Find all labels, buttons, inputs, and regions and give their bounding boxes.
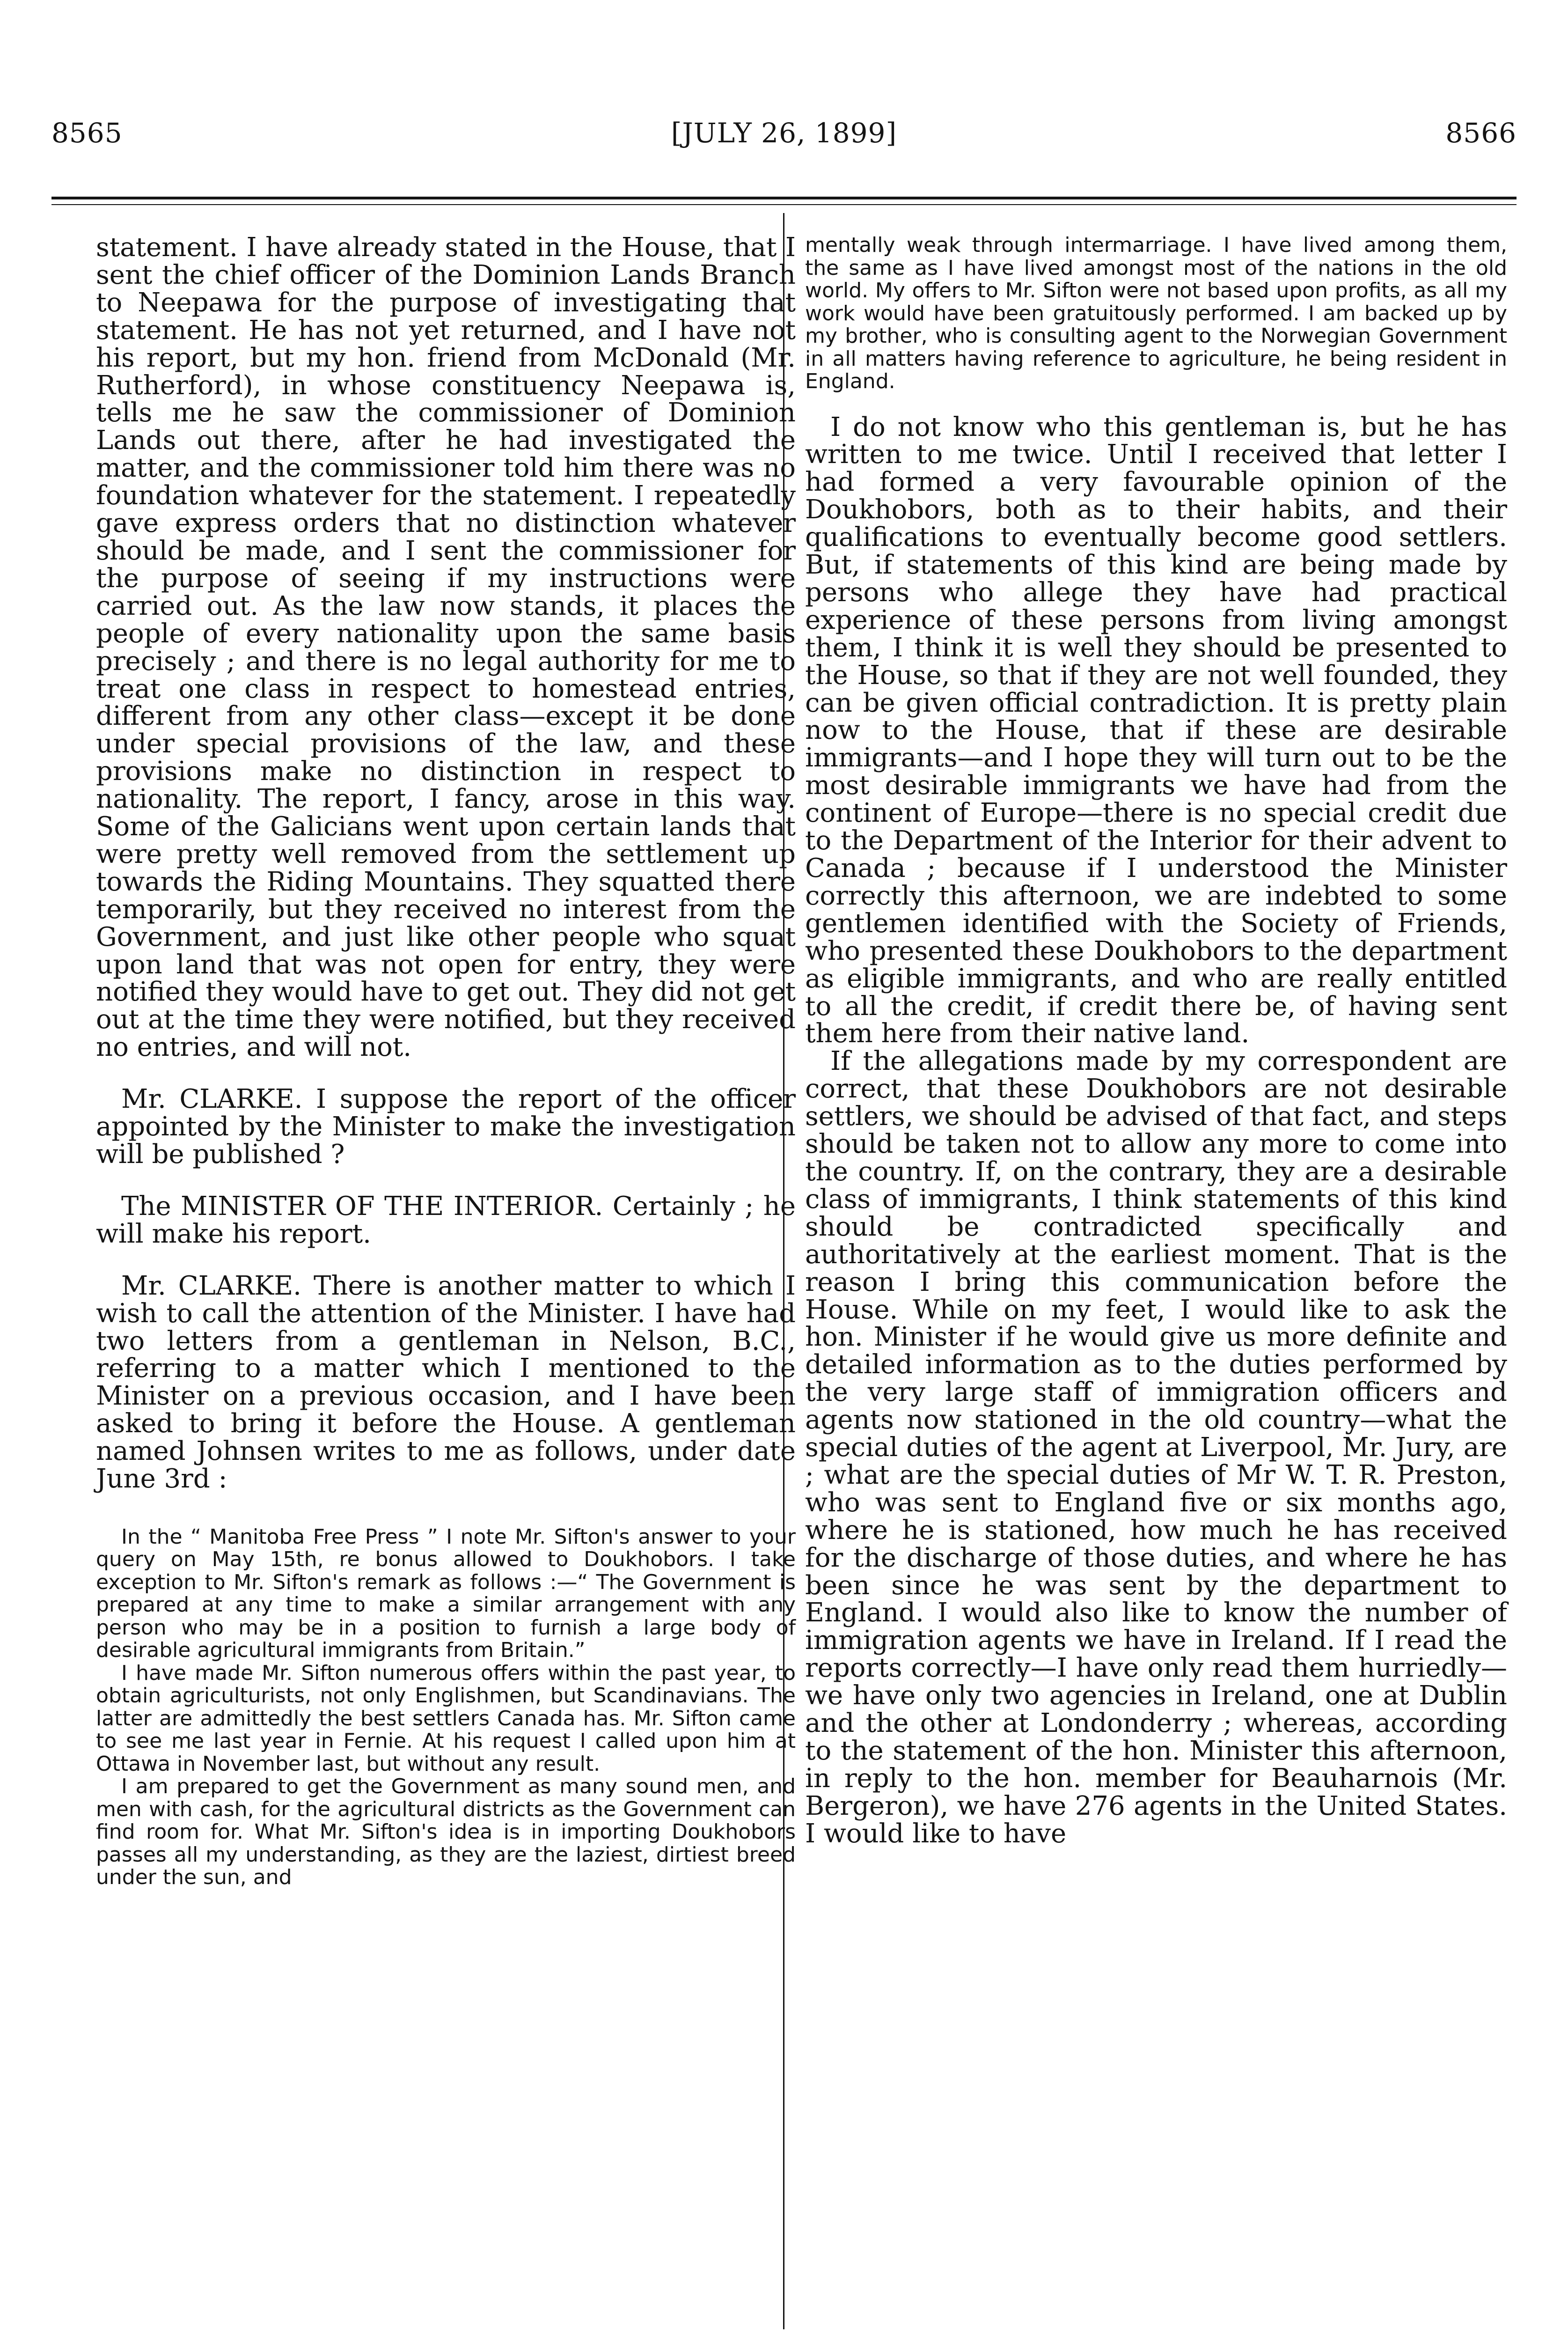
page-number-right: 8566: [1445, 117, 1517, 149]
quoted-letter-paragraph: In the “ Manitoba Free Press ” I note Mr. Sifton's answer to your query on May 15th, re bonus allowed to Doukhobors. I take exception to Mr. Sifton's remark as follows :—“ The Government is prepared at any time to make a similar arrangement with any person who may be in a position to furnish a large body of desirable agricultural immigrants from Britain.”: [96, 1524, 796, 1663]
header-date: [JULY 26, 1899]: [671, 117, 897, 149]
left-column: [96, 234, 796, 1889]
quoted-letter-paragraph: mentally weak through intermarriage. I have lived among them, the same as I have lived amongst most of the nations in the old world. My offers to Mr. Sifton were not based upon profits, as all my work would have been gratuitously performed. I am backed up by my brother, who is consulting agent to the Norwegian Government in all matters having reference to agriculture, he being resident in England.: [805, 233, 1507, 393]
page-number-left: 8565: [51, 117, 123, 149]
header-rule-thin: [51, 204, 1517, 205]
paragraph: Mr. CLARKE. There is another matter to which I wish to call the attention of the Minister. I have had two letters from a gentleman in Nelson, B.C., referring to a matter which I mentioned to the Minister on a previous occasion, and I have been asked to bring it before the House. A gentleman named Johnsen writes to me as follows, under date June 3rd :: [96, 1270, 796, 1494]
paragraph: I do not know who this gentleman is, but he has written to me twice. Until I received that letter I had formed a very favourable opinion of the Doukhobors, both as to their habits, and their qualifications to eventually become good settlers. But, if statements of this kind are being made by persons who allege they have had practical experience of these persons from living amongst them, I think it is well they should be presented to the House, so that if they are not well founded, they can be given official contradiction. It is pretty plain now to the House, that if these are desirable immigrants—and I hope they will turn out to be the most desirable immigrants we have had from the continent of Europe—there is no special credit due to the Department of the Interior for their advent to Canada ; because if I understood the Minister correctly this afternoon, we are indebted to some gentlemen identified with the Society of Friends, who presented these Doukhobors to the department as eligible immigrants, and who are really entitled to all the credit, if credit there be, of having sent them here from their native land.: [805, 412, 1507, 1049]
right-column: [805, 234, 1507, 1848]
page-header: [51, 117, 1517, 159]
paragraph: Mr. CLARKE. I suppose the report of the officer appointed by the Minister to make the investigation will be published ?: [96, 1084, 796, 1170]
paragraph: If the allegations made by my correspondent are correct, that these Doukhobors are not desirable settlers, we should be advised of that fact, and steps should be taken not to allow any more to come into the country. If, on the contrary, they are a desirable class of immigrants, I think statements of this kind should be contradicted specifically and authoritatively at the earliest moment. That is the reason I bring this communication before the House. While on my feet, I would like to ask the hon. Minister if he would give us more definite and detailed information as to the duties performed by the very large staff of immigration officers and agents now stationed in the old country—what the special duties of the agent at Liverpool, Mr. Jury, are ; what are the special duties of Mr W. T. R. Preston, who was sent to England five or six months ago, where he is stationed, how much he has received for the discharge of those duties, and where he has been since he was sent by the department to England. I would also like to know the number of immigration agents we have in Ireland. If I read the reports correctly—I have only read them hurriedly—we have only two agencies in Ireland, one at Dublin and the other at Londonderry ; whereas, according to the statement of the hon. Minister this afternoon, in reply to the hon. member for Beauharnois (Mr. Bergeron), we have 276 agents in the United States. I would like to have: [805, 1046, 1507, 1849]
quoted-letter-paragraph: I am prepared to get the Government as many sound men, and men with cash, for the agricultural districts as the Government can find room for. What Mr. Sifton's idea is in importing Doukhobors passes all my understanding, as they are the laziest, dirtiest breed under the sun, and: [96, 1774, 796, 1890]
paragraph: The MINISTER OF THE INTERIOR. Certainly ; he will make his report.: [96, 1191, 796, 1249]
quoted-letter-paragraph: I have made Mr. Sifton numerous offers within the past year, to obtain agriculturists, not only Englishmen, but Scandinavians. The latter are admittedly the best settlers Canada has. Mr. Sifton came to see me last year in Fernie. At his request I called upon him at Ottawa in November last, but without any result.: [96, 1661, 796, 1776]
header-rule-thick: [51, 197, 1517, 199]
paragraph: statement. I have already stated in the House, that I sent the chief officer of the Dominion Lands Branch to Neepawa for the purpose of investigating that statement. He has not yet returned, and I have not his report, but my hon. friend from McDonald (Mr. Rutherford), in whose constituency Neepawa is, tells me he saw the commissioner of Dominion Lands out there, after he had investigated the matter, and the commissioner told him there was no foundation whatever for the statement. I repeatedly gave express orders that no distinction whatever should be made, and I sent the commissioner for the purpose of seeing if my instructions were carried out. As the law now stands, it places the people of every nationality upon the same basis precisely ; and there is no legal authority for me to treat one class in respect to homestead entries, different from any other class—except it be done under special provisions of the law, and these provisions make no distinction in respect to nationality. The report, I fancy, arose in this way. Some of the Galicians went upon certain lands that were pretty well removed from the settlement up towards the Riding Mountains. They squatted there temporarily, but they received no interest from the Government, and just like other people who squat upon land that was not open for entry, they were notified they would have to get out. They did not get out at the time they were notified, but they received no entries, and will not.: [96, 232, 796, 1063]
